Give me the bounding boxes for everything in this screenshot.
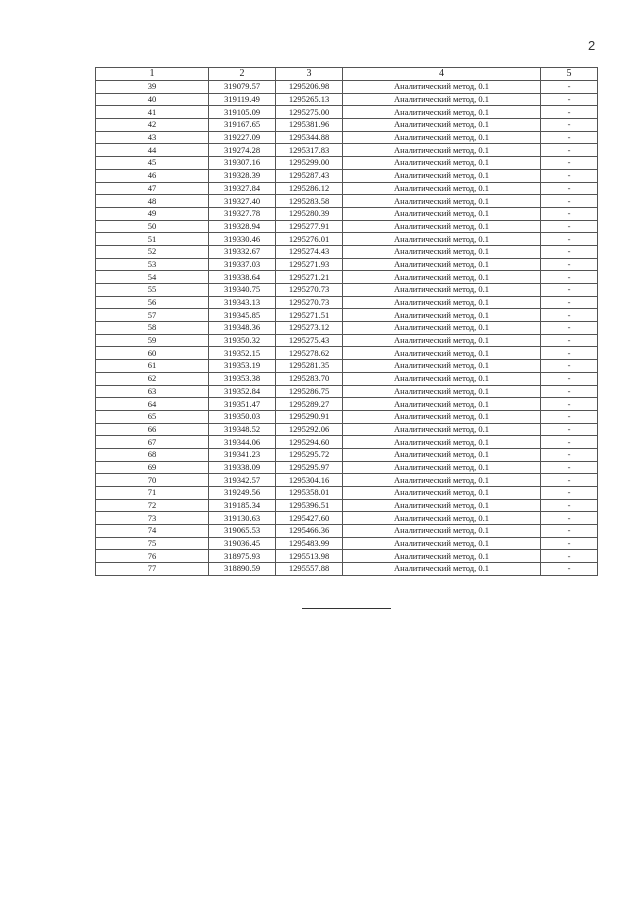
table-cell: 319079.57 [209,81,276,94]
table-cell: Аналитический метод, 0.1 [343,448,541,461]
coordinates-table [95,67,598,576]
table-cell: 319350.03 [209,410,276,423]
table-cell: - [541,360,598,373]
table-cell: 319342.57 [209,474,276,487]
table-cell: 40 [96,93,209,106]
table-cell: 319227.09 [209,131,276,144]
table-cell: - [541,474,598,487]
table-row [96,207,598,220]
table-cell: 319353.19 [209,360,276,373]
table-cell: Аналитический метод, 0.1 [343,169,541,182]
table-row [96,512,598,525]
table-cell: 1295317.83 [276,144,343,157]
footer-divider [302,608,391,609]
table-cell: 319185.34 [209,499,276,512]
table-cell: 65 [96,410,209,423]
table-row [96,398,598,411]
table-cell: - [541,550,598,563]
table-cell: 319130.63 [209,512,276,525]
table-cell: Аналитический метод, 0.1 [343,436,541,449]
table-cell: - [541,195,598,208]
table-cell: 70 [96,474,209,487]
table-cell: Аналитический метод, 0.1 [343,423,541,436]
table-cell: 319119.49 [209,93,276,106]
table-row [96,258,598,271]
table-row [96,385,598,398]
table-row [96,448,598,461]
table-cell: Аналитический метод, 0.1 [343,195,541,208]
table-row [96,195,598,208]
table-body [96,68,598,576]
table-cell: 61 [96,360,209,373]
table-cell: 319344.06 [209,436,276,449]
table-cell: 1295287.43 [276,169,343,182]
table-cell: 73 [96,512,209,525]
table-row [96,169,598,182]
table-cell: Аналитический метод, 0.1 [343,296,541,309]
table-cell: 1295290.91 [276,410,343,423]
table-cell: - [541,233,598,246]
table-cell: 1295289.27 [276,398,343,411]
table-cell: 1295483.99 [276,537,343,550]
table-cell: Аналитический метод, 0.1 [343,284,541,297]
table-cell: - [541,385,598,398]
table-cell: - [541,525,598,538]
table-cell: 1295344.88 [276,131,343,144]
column-header: 3 [276,68,343,81]
table-cell: 1295286.12 [276,182,343,195]
table-cell: Аналитический метод, 0.1 [343,144,541,157]
table-cell: 69 [96,461,209,474]
table-row [96,474,598,487]
table-cell: 46 [96,169,209,182]
table-cell: Аналитический метод, 0.1 [343,537,541,550]
table-cell: 319338.64 [209,271,276,284]
table-cell: 59 [96,334,209,347]
table-cell: - [541,372,598,385]
table-cell: 319353.38 [209,372,276,385]
table-cell: Аналитический метод, 0.1 [343,258,541,271]
table-cell: - [541,436,598,449]
table-cell: 48 [96,195,209,208]
table-cell: Аналитический метод, 0.1 [343,360,541,373]
table-row [96,309,598,322]
table-cell: Аналитический метод, 0.1 [343,461,541,474]
table-cell: 1295381.96 [276,119,343,132]
table-cell: - [541,347,598,360]
table-row [96,182,598,195]
table-row [96,233,598,246]
table-cell: 318975.93 [209,550,276,563]
table-cell: 67 [96,436,209,449]
table-cell: 76 [96,550,209,563]
table-cell: - [541,499,598,512]
table-cell: 1295271.93 [276,258,343,271]
table-header-row [96,68,598,81]
table-cell: 319332.67 [209,245,276,258]
column-header: 4 [343,68,541,81]
table-cell: Аналитический метод, 0.1 [343,385,541,398]
table-cell: Аналитический метод, 0.1 [343,106,541,119]
table-cell: - [541,93,598,106]
table-cell: - [541,182,598,195]
table-cell: Аналитический метод, 0.1 [343,131,541,144]
table-row [96,461,598,474]
table-row [96,372,598,385]
table-cell: 1295271.21 [276,271,343,284]
table-cell: 1295277.91 [276,220,343,233]
table-cell: - [541,144,598,157]
table-cell: Аналитический метод, 0.1 [343,271,541,284]
table-row [96,563,598,576]
table-cell: 319307.16 [209,157,276,170]
table-cell: 319327.84 [209,182,276,195]
table-cell: 75 [96,537,209,550]
table-cell: 72 [96,499,209,512]
table-cell: Аналитический метод, 0.1 [343,157,541,170]
table-cell: - [541,284,598,297]
table-cell: Аналитический метод, 0.1 [343,563,541,576]
table-row [96,322,598,335]
table-cell: 1295294.60 [276,436,343,449]
table-cell: 57 [96,309,209,322]
table-cell: 1295557.88 [276,563,343,576]
table-cell: 319351.47 [209,398,276,411]
table-cell: 1295295.72 [276,448,343,461]
table-row [96,334,598,347]
table-cell: 318890.59 [209,563,276,576]
table-row [96,144,598,157]
table-cell: 68 [96,448,209,461]
table-cell: 1295206.98 [276,81,343,94]
table-cell: 319348.52 [209,423,276,436]
table-cell: 319348.36 [209,322,276,335]
table-row [96,499,598,512]
table-cell: - [541,537,598,550]
column-header: 1 [96,68,209,81]
table-cell: 41 [96,106,209,119]
table-cell: 62 [96,372,209,385]
table-cell: 71 [96,487,209,500]
table-row [96,131,598,144]
table-cell: 50 [96,220,209,233]
table-cell: - [541,131,598,144]
table-cell: Аналитический метод, 0.1 [343,220,541,233]
table-cell: 319327.78 [209,207,276,220]
table-cell: Аналитический метод, 0.1 [343,525,541,538]
table-cell: 45 [96,157,209,170]
table-cell: 1295513.98 [276,550,343,563]
table-cell: 319065.53 [209,525,276,538]
table-cell: 319350.32 [209,334,276,347]
table-cell: 66 [96,423,209,436]
table-cell: - [541,423,598,436]
table-cell: - [541,245,598,258]
table-cell: - [541,322,598,335]
table-cell: 56 [96,296,209,309]
table-row [96,410,598,423]
table-cell: - [541,410,598,423]
table-row [96,284,598,297]
table-cell: Аналитический метод, 0.1 [343,119,541,132]
table-cell: 319345.85 [209,309,276,322]
table-cell: 55 [96,284,209,297]
table-cell: Аналитический метод, 0.1 [343,487,541,500]
table-cell: - [541,81,598,94]
table-cell: 1295278.62 [276,347,343,360]
table-cell: 51 [96,233,209,246]
table-cell: Аналитический метод, 0.1 [343,474,541,487]
table-cell: 1295280.39 [276,207,343,220]
table-cell: 1295275.43 [276,334,343,347]
table-row [96,245,598,258]
table-cell: 1295299.00 [276,157,343,170]
table-row [96,525,598,538]
table-cell: 319327.40 [209,195,276,208]
table-row [96,436,598,449]
table-cell: - [541,119,598,132]
table-cell: Аналитический метод, 0.1 [343,372,541,385]
table-cell: 1295427.60 [276,512,343,525]
table-cell: 77 [96,563,209,576]
table-row [96,106,598,119]
table-cell: - [541,169,598,182]
table-cell: Аналитический метод, 0.1 [343,410,541,423]
table-cell: 319274.28 [209,144,276,157]
table-cell: - [541,448,598,461]
table-cell: - [541,334,598,347]
table-row [96,296,598,309]
table-cell: - [541,309,598,322]
table-cell: 319352.84 [209,385,276,398]
table-cell: 42 [96,119,209,132]
table-cell: 1295274.43 [276,245,343,258]
table-cell: - [541,563,598,576]
table-row [96,93,598,106]
table-cell: 44 [96,144,209,157]
table-cell: - [541,512,598,525]
table-row [96,550,598,563]
table-cell: Аналитический метод, 0.1 [343,347,541,360]
table-cell: - [541,398,598,411]
table-cell: 1295396.51 [276,499,343,512]
table-row [96,347,598,360]
table-cell: 58 [96,322,209,335]
table-cell: - [541,258,598,271]
table-cell: Аналитический метод, 0.1 [343,512,541,525]
table-cell: 319340.75 [209,284,276,297]
table-cell: 1295276.01 [276,233,343,246]
table-cell: 1295304.16 [276,474,343,487]
table-cell: Аналитический метод, 0.1 [343,233,541,246]
table-cell: 64 [96,398,209,411]
table-cell: 1295275.00 [276,106,343,119]
table-cell: 1295283.70 [276,372,343,385]
table-cell: Аналитический метод, 0.1 [343,81,541,94]
table-cell: 1295281.35 [276,360,343,373]
table-cell: Аналитический метод, 0.1 [343,207,541,220]
table-cell: 63 [96,385,209,398]
table-cell: - [541,461,598,474]
table-cell: 49 [96,207,209,220]
table-cell: 1295295.97 [276,461,343,474]
table-cell: - [541,487,598,500]
table-cell: - [541,296,598,309]
table-cell: 54 [96,271,209,284]
table-cell: - [541,271,598,284]
table-row [96,220,598,233]
column-header: 5 [541,68,598,81]
table-cell: Аналитический метод, 0.1 [343,499,541,512]
table-row [96,81,598,94]
table-cell: - [541,220,598,233]
table-cell: 319036.45 [209,537,276,550]
table-row [96,157,598,170]
table-cell: Аналитический метод, 0.1 [343,322,541,335]
table-cell: 319328.39 [209,169,276,182]
table-cell: 1295265.13 [276,93,343,106]
table-cell: 1295292.06 [276,423,343,436]
table-cell: 319343.13 [209,296,276,309]
table-cell: - [541,157,598,170]
table-cell: 319167.65 [209,119,276,132]
table-cell: Аналитический метод, 0.1 [343,93,541,106]
table-cell: 1295271.51 [276,309,343,322]
table-cell: Аналитический метод, 0.1 [343,334,541,347]
table-cell: 319328.94 [209,220,276,233]
table-cell: 43 [96,131,209,144]
table-cell: 319341.23 [209,448,276,461]
table-cell: 319337.03 [209,258,276,271]
table-cell: Аналитический метод, 0.1 [343,398,541,411]
table-row [96,271,598,284]
table-cell: 319249.56 [209,487,276,500]
table-cell: 53 [96,258,209,271]
table-row [96,423,598,436]
table-row [96,119,598,132]
table-cell: - [541,207,598,220]
table-cell: Аналитический метод, 0.1 [343,245,541,258]
table-cell: 52 [96,245,209,258]
column-header: 2 [209,68,276,81]
table-cell: 1295270.73 [276,296,343,309]
table-cell: 1295466.36 [276,525,343,538]
table-cell: Аналитический метод, 0.1 [343,309,541,322]
table-row [96,537,598,550]
table-cell: 47 [96,182,209,195]
table-cell: Аналитический метод, 0.1 [343,550,541,563]
table-cell: 74 [96,525,209,538]
table-cell: 319330.46 [209,233,276,246]
table-cell: 319338.09 [209,461,276,474]
table-cell: 1295273.12 [276,322,343,335]
table-cell: 1295358.01 [276,487,343,500]
table-cell: 60 [96,347,209,360]
table-cell: 39 [96,81,209,94]
table-row [96,360,598,373]
table-cell: - [541,106,598,119]
table-cell: 319352.15 [209,347,276,360]
page-number: 2 [588,38,596,53]
table-cell: Аналитический метод, 0.1 [343,182,541,195]
table-row [96,487,598,500]
table-cell: 319105.09 [209,106,276,119]
table-cell: 1295270.73 [276,284,343,297]
table-cell: 1295283.58 [276,195,343,208]
table-cell: 1295286.75 [276,385,343,398]
